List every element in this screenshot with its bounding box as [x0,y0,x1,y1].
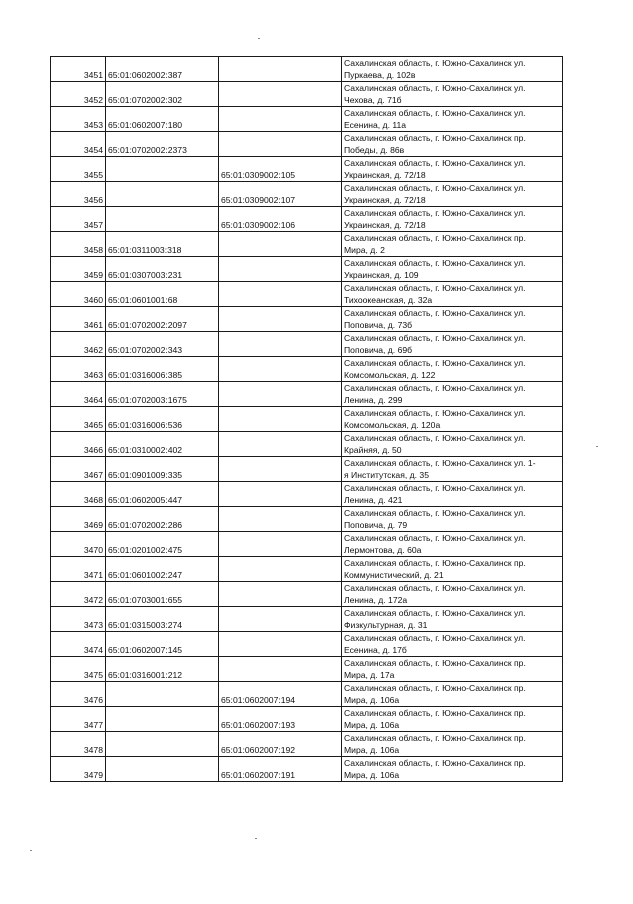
address-line-1: Сахалинская область, г. Южно-Сахалинск ул. [344,608,526,618]
table-row [51,57,563,82]
address-line-2: Мира, д. 17а [344,670,395,680]
address-line-1: Сахалинская область, г. Южно-Сахалинск ул. [344,583,526,593]
address-cell [342,157,563,182]
cadastral-number-secondary: 65:01:0602007:193 [219,707,342,732]
cadastral-number-primary: 65:01:0601002:247 [106,557,219,582]
cadastral-number-primary: 65:01:0702002:302 [106,82,219,107]
cadastral-number-primary: 65:01:0702002:343 [106,332,219,357]
table-row [51,657,563,682]
cadastral-number-secondary: 65:01:0309002:105 [219,157,342,182]
cadastral-number-secondary [219,432,342,457]
cadastral-number-secondary [219,107,342,132]
cadastral-number-primary: 65:01:0601001:68 [106,282,219,307]
cadastral-number-primary: 65:01:0310002:402 [106,432,219,457]
cadastral-number-primary: 65:01:0703001:655 [106,582,219,607]
row-number: 3479 [51,757,106,782]
row-number: 3472 [51,582,106,607]
cadastral-number-primary: 65:01:0316001:212 [106,657,219,682]
cadastral-number-primary: 65:01:0602005:447 [106,482,219,507]
address-cell [342,307,563,332]
address-line-2: Мира, д. 106а [344,770,400,780]
address-cell [342,407,563,432]
cadastral-number-secondary [219,557,342,582]
address-cell [342,582,563,607]
row-number: 3474 [51,632,106,657]
row-number: 3470 [51,532,106,557]
address-line-1: Сахалинская область, г. Южно-Сахалинск ул. [344,383,526,393]
row-number: 3454 [51,132,106,157]
table-row [51,307,563,332]
table-row [51,557,563,582]
address-line-1: Сахалинская область, г. Южно-Сахалинск пр. [344,233,526,243]
cadastral-number-primary: 65:01:0901009:335 [106,457,219,482]
table-row [51,432,563,457]
address-cell [342,557,563,582]
address-line-1: Сахалинская область, г. Южно-Сахалинск ул. [344,358,526,368]
address-cell [342,632,563,657]
address-line-1: Сахалинская область, г. Южно-Сахалинск пр. [344,758,526,768]
row-number: 3453 [51,107,106,132]
row-number: 3455 [51,157,106,182]
address-line-2: Ленина, д. 421 [344,495,403,505]
cadastral-number-secondary [219,632,342,657]
address-line-1: Сахалинская область, г. Южно-Сахалинск ул. [344,433,526,443]
cadastral-number-primary [106,207,219,232]
address-line-1: Сахалинская область, г. Южно-Сахалинск ул. [344,183,526,193]
scan-speck [30,850,32,851]
table-row [51,232,563,257]
table-row [51,332,563,357]
address-line-1: Сахалинская область, г. Южно-Сахалинск ул. [344,108,526,118]
address-line-1: Сахалинская область, г. Южно-Сахалинск ул. [344,208,526,218]
cadastral-number-secondary [219,332,342,357]
address-line-1: Сахалинская область, г. Южно-Сахалинск пр. [344,558,526,568]
cadastral-number-secondary [219,532,342,557]
row-number: 3459 [51,257,106,282]
address-line-2: Лермонтова, д. 60а [344,545,422,555]
table-row [51,682,563,707]
address-line-2: Комсомольская, д. 120а [344,420,441,430]
cadastral-number-primary [106,157,219,182]
row-number: 3461 [51,307,106,332]
table-row [51,482,563,507]
address-line-1: Сахалинская область, г. Южно-Сахалинск ул. [344,333,526,343]
address-cell [342,607,563,632]
table-row [51,357,563,382]
cadastral-number-secondary [219,132,342,157]
row-number: 3475 [51,657,106,682]
table-row [51,757,563,782]
table-row [51,182,563,207]
cadastral-number-primary: 65:01:0602007:145 [106,632,219,657]
table-row [51,707,563,732]
table-row [51,532,563,557]
address-line-2: Есенина, д. 17б [344,645,407,655]
table-row [51,507,563,532]
row-number: 3460 [51,282,106,307]
table-row [51,282,563,307]
address-cell [342,82,563,107]
row-number: 3451 [51,57,106,82]
row-number: 3457 [51,207,106,232]
cadastral-number-secondary [219,657,342,682]
cadastral-number-secondary [219,407,342,432]
cadastral-number-primary [106,757,219,782]
cadastral-number-secondary [219,282,342,307]
address-line-2: Физкультурная, д. 31 [344,620,428,630]
row-number: 3464 [51,382,106,407]
address-line-1: Сахалинская область, г. Южно-Сахалинск ул. [344,308,526,318]
cadastral-number-secondary [219,507,342,532]
table-row [51,207,563,232]
address-cell [342,107,563,132]
address-cell [342,182,563,207]
scan-speck [596,446,598,447]
cadastral-number-secondary: 65:01:0602007:194 [219,682,342,707]
address-cell [342,282,563,307]
address-cell [342,707,563,732]
table-row [51,157,563,182]
cadastral-number-secondary: 65:01:0602007:192 [219,732,342,757]
cadastral-number-secondary [219,57,342,82]
address-line-1: Сахалинская область, г. Южно-Сахалинск ул. [344,58,526,68]
row-number: 3477 [51,707,106,732]
cadastral-number-primary: 65:01:0602007:180 [106,107,219,132]
address-line-2: Поповича, д. 79 [344,520,408,530]
address-line-2: Комсомольская, д. 122 [344,370,436,380]
row-number: 3452 [51,82,106,107]
row-number: 3466 [51,432,106,457]
cadastral-number-primary: 65:01:0702002:2373 [106,132,219,157]
address-line-1: Сахалинская область, г. Южно-Сахалинск пр. [344,683,526,693]
address-line-2: Украинская, д. 72/18 [344,170,426,180]
cadastral-number-primary [106,732,219,757]
address-line-1: Сахалинская область, г. Южно-Сахалинск ул. [344,533,526,543]
address-line-2: Украинская, д. 72/18 [344,195,426,205]
address-line-2: Пуркаева, д. 102в [344,70,416,80]
table-row [51,382,563,407]
cadastral-number-primary: 65:01:0316006:385 [106,357,219,382]
table-body [51,57,563,782]
address-line-1: Сахалинская область, г. Южно-Сахалинск ул. [344,283,526,293]
cadastral-number-secondary: 65:01:0309002:106 [219,207,342,232]
address-line-1: Сахалинская область, г. Южно-Сахалинск пр. [344,733,526,743]
address-cell [342,657,563,682]
cadastral-number-primary [106,682,219,707]
address-cell [342,382,563,407]
address-line-2: Ленина, д. 172а [344,595,408,605]
cadastral-number-primary: 65:01:0201002:475 [106,532,219,557]
property-table [50,56,563,782]
cadastral-number-secondary [219,257,342,282]
cadastral-number-primary [106,182,219,207]
table-row [51,607,563,632]
cadastral-number-primary: 65:01:0315003:274 [106,607,219,632]
address-cell [342,257,563,282]
address-cell [342,432,563,457]
table-row [51,82,563,107]
row-number: 3467 [51,457,106,482]
cadastral-number-primary: 65:01:0311003:318 [106,232,219,257]
cadastral-number-secondary [219,482,342,507]
address-line-1: Сахалинская область, г. Южно-Сахалинск пр. [344,658,526,668]
cadastral-number-primary: 65:01:0316006:536 [106,407,219,432]
address-line-2: Украинская, д. 109 [344,270,419,280]
address-cell [342,507,563,532]
address-cell [342,332,563,357]
address-line-1: Сахалинская область, г. Южно-Сахалинск пр. [344,708,526,718]
scan-speck [255,838,257,839]
table-row [51,457,563,482]
cadastral-number-primary: 65:01:0702002:2097 [106,307,219,332]
address-cell [342,732,563,757]
table-row [51,732,563,757]
address-line-2: Мира, д. 2 [344,245,385,255]
row-number: 3465 [51,407,106,432]
address-line-2: Мира, д. 106а [344,745,400,755]
cadastral-number-primary: 65:01:0602002:387 [106,57,219,82]
address-line-1: Сахалинская область, г. Южно-Сахалинск ул. [344,258,526,268]
address-cell [342,132,563,157]
table-row [51,107,563,132]
row-number: 3471 [51,557,106,582]
address-cell [342,682,563,707]
cadastral-number-secondary [219,382,342,407]
row-number: 3469 [51,507,106,532]
row-number: 3478 [51,732,106,757]
address-cell [342,232,563,257]
row-number: 3476 [51,682,106,707]
cadastral-number-secondary [219,357,342,382]
address-line-2: Тихоокеанская, д. 32а [344,295,433,305]
cadastral-number-secondary: 65:01:0602007:191 [219,757,342,782]
address-line-2: Мира, д. 106а [344,695,400,705]
address-line-1: Сахалинская область, г. Южно-Сахалинск пр. [344,133,526,143]
address-cell [342,207,563,232]
address-line-1: Сахалинская область, г. Южно-Сахалинск ул. [344,83,526,93]
address-line-2: Чехова, д. 71б [344,95,402,105]
cadastral-number-secondary [219,232,342,257]
address-line-2: я Институтская, д. 35 [344,470,429,480]
address-line-1: Сахалинская область, г. Южно-Сахалинск ул. [344,483,526,493]
cadastral-number-secondary [219,307,342,332]
address-line-2: Победы, д. 86в [344,145,405,155]
address-line-2: Крайняя, д. 50 [344,445,402,455]
address-cell [342,482,563,507]
address-line-1: Сахалинская область, г. Южно-Сахалинск ул. [344,158,526,168]
scan-speck [258,38,260,39]
row-number: 3463 [51,357,106,382]
address-cell [342,457,563,482]
address-line-2: Коммунистический, д. 21 [344,570,444,580]
address-line-1: Сахалинская область, г. Южно-Сахалинск ул. [344,408,526,418]
address-line-2: Мира, д. 106а [344,720,400,730]
address-cell [342,57,563,82]
address-line-2: Поповича, д. 73б [344,320,413,330]
row-number: 3473 [51,607,106,632]
cadastral-number-primary: 65:01:0702003:1675 [106,382,219,407]
table-row [51,632,563,657]
table-row [51,257,563,282]
address-line-2: Поповича, д. 69б [344,345,413,355]
table-row [51,132,563,157]
address-line-2: Есенина, д. 11а [344,120,407,130]
cadastral-number-secondary [219,607,342,632]
cadastral-number-secondary [219,457,342,482]
address-cell [342,357,563,382]
cadastral-number-secondary [219,582,342,607]
cadastral-number-primary: 65:01:0702002:286 [106,507,219,532]
cadastral-number-primary: 65:01:0307003:231 [106,257,219,282]
address-line-1: Сахалинская область, г. Южно-Сахалинск ул. 1- [344,458,536,468]
table-row [51,407,563,432]
address-line-2: Украинская, д. 72/18 [344,220,426,230]
row-number: 3462 [51,332,106,357]
address-line-1: Сахалинская область, г. Южно-Сахалинск ул. [344,508,526,518]
table-row [51,582,563,607]
address-cell [342,757,563,782]
address-line-2: Ленина, д. 299 [344,395,403,405]
address-cell [342,532,563,557]
row-number: 3468 [51,482,106,507]
cadastral-number-secondary [219,82,342,107]
address-line-1: Сахалинская область, г. Южно-Сахалинск ул. [344,633,526,643]
row-number: 3458 [51,232,106,257]
row-number: 3456 [51,182,106,207]
cadastral-number-primary [106,707,219,732]
cadastral-number-secondary: 65:01:0309002:107 [219,182,342,207]
